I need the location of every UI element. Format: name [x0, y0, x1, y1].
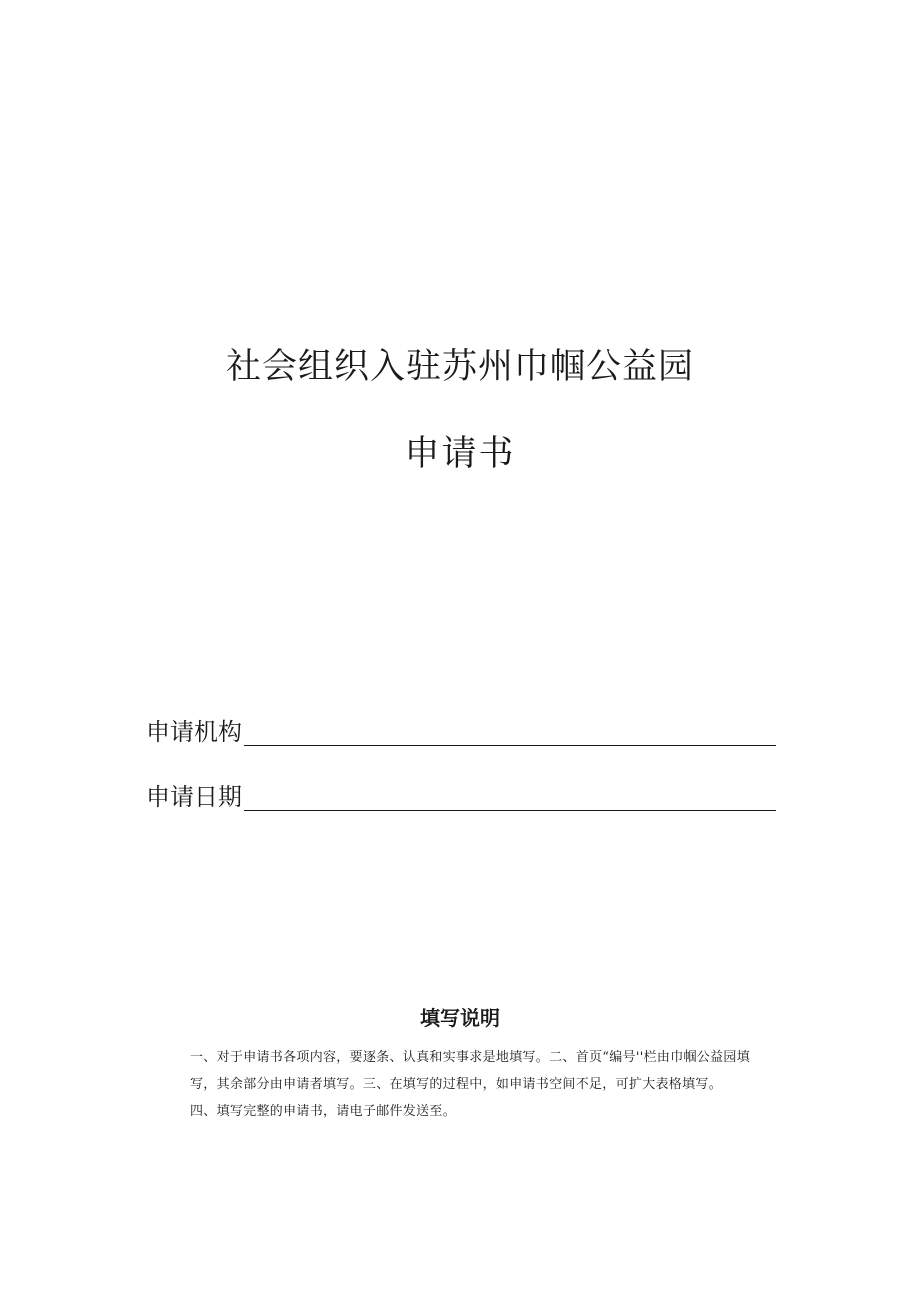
- instructions-line-2: 写，其余部分由申请者填写。三、在填写的过程中，如申请书空间不足，可扩大表格填写。: [190, 1077, 723, 1092]
- instructions-line-3: 四、填写完整的申请书，请电子邮件发送至。: [190, 1104, 457, 1119]
- applicant-organization-blank[interactable]: [244, 721, 776, 746]
- applicant-organization-label: 申请机构: [146, 718, 242, 746]
- document-subtitle: 申请书: [404, 434, 516, 474]
- application-date-label: 申请日期: [146, 783, 242, 811]
- instructions-line-1: 一、对于申请书各项内容，要逐条、认真和实事求是地填写。二、首页“编号''栏由巾帼公益园填: [190, 1050, 750, 1065]
- application-date-row: [146, 785, 776, 811]
- document-title: 社会组织入驻苏州巾帼公益园: [225, 347, 694, 387]
- instructions-body: [190, 1044, 840, 1125]
- applicant-organization-row: [146, 720, 776, 746]
- instructions-title: 填写说明: [420, 1006, 500, 1030]
- application-date-blank[interactable]: [244, 786, 776, 811]
